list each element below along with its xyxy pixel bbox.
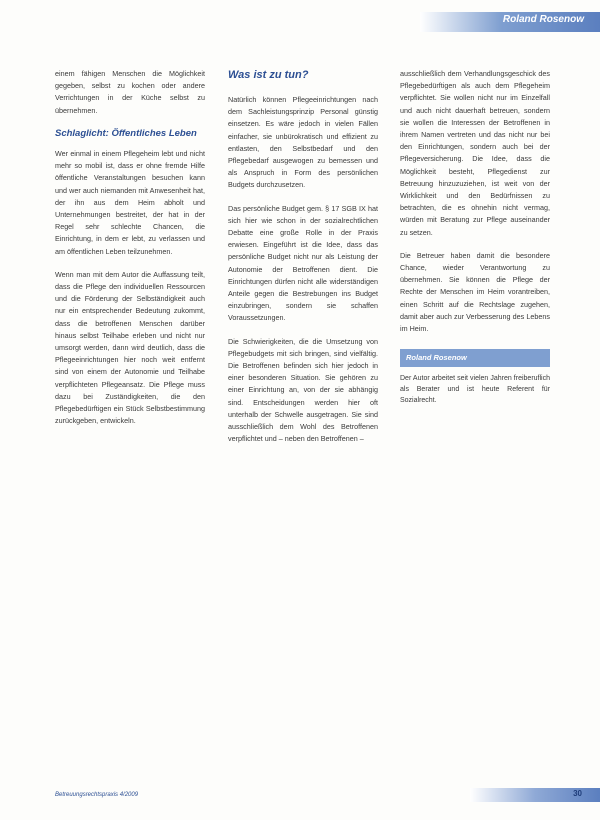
paragraph: einem fähigen Menschen die Möglichkeit gegeben, selbst zu kochen oder andere Verrichtungen in der Küche selbst zu übernehmen. [55, 69, 205, 115]
paragraph: Natürlich können Pflegeeinrichtungen nach dem Sachleistungsprinzip Personal günstig einsetzen. Es wäre jedoch in vielen Fällen einfacher, sie unbürokratisch und effizient zu entlasten, den Selbstbedarf und den Pflegebedarf ausgewogen zu bemessen und als Anspruch in Form des persönlichen Budgets durchzusetzen. [228, 95, 378, 190]
paragraph: Das persönliche Budget gem. § 17 SGB IX hat sich hier wie schon in der sozialrechtlichen Debatte eine große Rolle in der Praxis erwiesen. Eingeführt ist die Idee, dass das persönliche Budget nicht nur als Leistung der Autonomie der Betroffenen dient. Die Einrichtungen dürfen nicht alle widerständigen Anteile gegen die Bestrebungen ins Budget einzubringen, sondern sie schaffen Voraussetzungen. [228, 203, 378, 323]
section-heading-what-to-do: Was ist zu tun? [228, 69, 309, 81]
section-heading-public-life: Schlaglicht: Öffentliches Leben [55, 127, 197, 139]
paragraph: Wer einmal in einem Pflegeheim lebt und nicht mehr so mobil ist, dass er ohne fremde Hilfe öffentliche Veranstaltungen besuchen kann und wer auch niemanden mit Anwesenheit hat, der ihn aus dem Heim abholt und Unternehmungen bestreitet, der hat in der Regel sehr schlechte Chancen, die Einrichtung, in dem er lebt, zu verlassen und am öffentlichen Leben teilzunehmen. [55, 149, 205, 256]
column-right [400, 68, 550, 417]
page-number: 30 [573, 789, 582, 798]
column-left [55, 68, 205, 438]
paragraph: Die Schwierigkeiten, die die Umsetzung von Pflegebudgets mit sich bringen, sind vielfältig. Die Betroffenen befinden sich hier jedoch in einer besonderen Situation. Sie gehören zu einer Einrichtung an, von der sie abhängig sind. Entscheidungen werden hier oft unterhalb der Schwelle ausgetragen. Sie sind ausschließlich dem Wohl des Betroffenen verpflichtet und – neben den Betroffenen – [228, 336, 378, 444]
running-header-author: Roland Rosenow [502, 14, 584, 25]
paragraph: ausschließlich dem Verhandlungsgeschick des Pflegebedürftigen als auch dem Pflegeheim verpflichtet. Sie wollen nicht nur im Einzelfall und auch nicht dauerhaft betreuen, sondern sie wollen die Interessen der Betroffenen in ihrem Namen vertreten und das nicht nur bei den Einrichtungen, sondern auch bei der Pflegeversicherung. Die Idee, dass die Möglichkeit besteht, Pflegedienst zur Betreuung hinzuzuziehen, ist weit von der Wirklichkeit und den Bedürfnissen zu betrachten, die es ohnehin nicht vermag, würden mit Beratung zur Pflege auseinander zu setzen. [400, 69, 550, 237]
paragraph: Die Betreuer haben damit die besondere Chance, wieder Verantwortung zu übernehmen. Sie können die Pflege der Rechte der Menschen im Heim vorantreiben, einen Schritt auf die Rechtslage zugehen, damit aber auch zur Verbesserung des Lebens im Heim. [400, 250, 550, 334]
journal-footer: Betreuungsrechtspraxis 4/2009 [55, 792, 139, 798]
author-box: Roland Rosenow [400, 349, 550, 367]
paragraph: Wenn man mit dem Autor die Auffassung teilt, dass die Pflege den individuellen Ressourcen und die Förderung der Selbständigkeit auch nur ein entsprechender Bedeutung zukommt, dass die betroffenen Menschen darüber hinaus selbst Teilhabe erleben und nicht nur umsorgt werden, dann wird deutlich, dass die Pflegeeinrichtungen hier noch weit entfernt sind von einem der Autonomie und Teilhabe verpflichteten Pflegeansatz. Die Pflege muss dazu bei Zuständigkeiten, die den Pflegebedürftigen ein Stück Selbstbestimmung zurückgeben, entwickeln. [55, 269, 205, 426]
author-bio: Der Autor arbeitet seit vielen Jahren freiberuflich als Berater und ist heute Referent für Sozialrecht. [400, 375, 550, 405]
column-middle [228, 68, 378, 456]
